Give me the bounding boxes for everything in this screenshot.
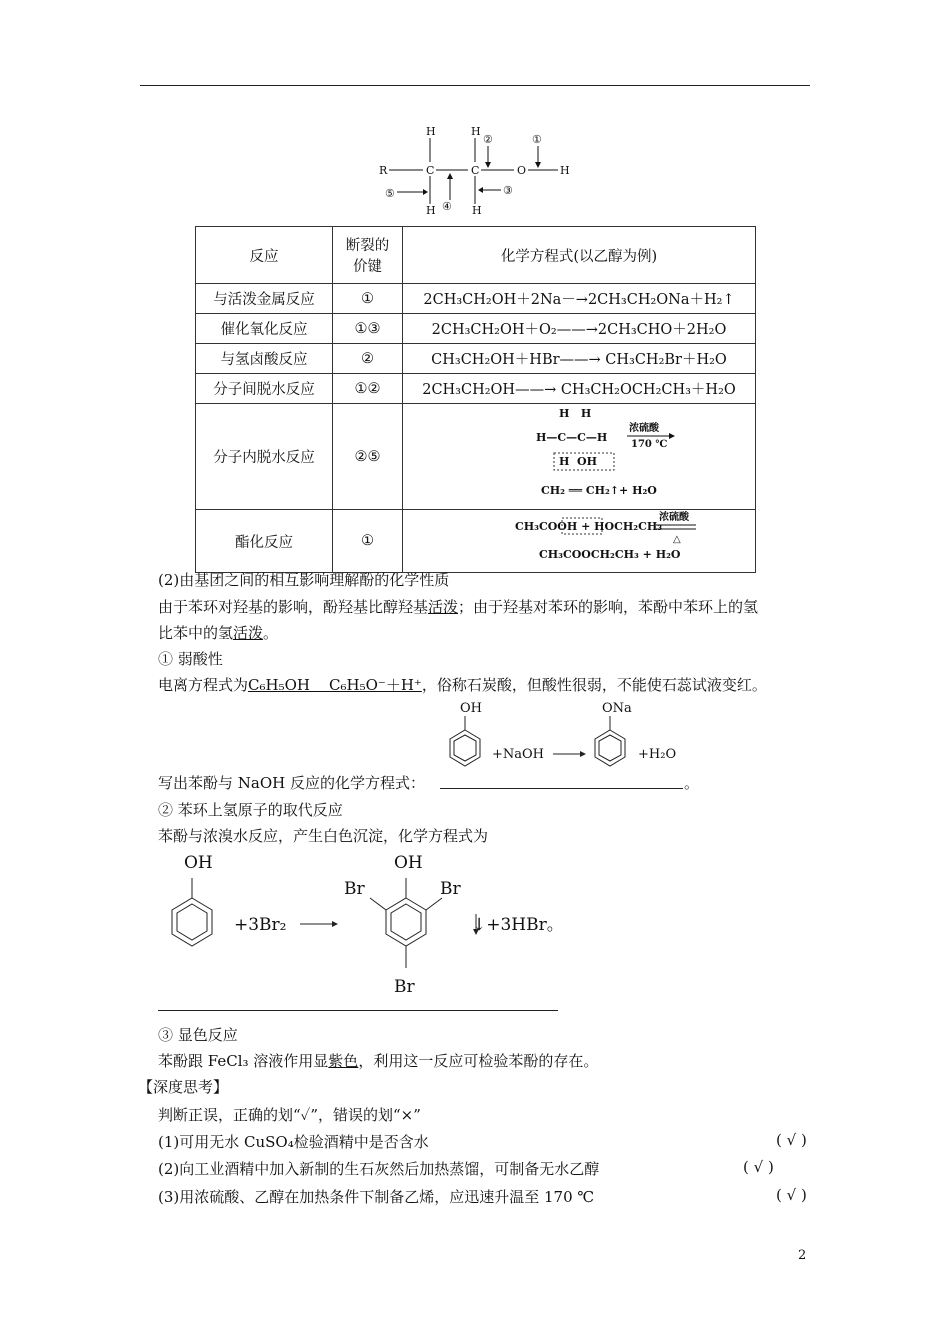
- phenol-oh-label: OH: [460, 701, 482, 716]
- atom-r: R: [379, 164, 388, 177]
- phenol-naoh-scheme: [440, 700, 690, 786]
- reaction-cell: 催化氧化反应: [196, 314, 333, 344]
- dehydration-middle: H—C—C—H: [536, 430, 608, 444]
- header-bond-line1: 断裂的: [345, 238, 390, 254]
- ester-product: CH₃COOCH₂CH₃ + H₂O: [539, 548, 681, 561]
- phenol-bromination-scheme: [150, 846, 590, 1002]
- bond-cell: ①③: [333, 314, 403, 344]
- ionization-line: [158, 674, 767, 695]
- table-row: [196, 510, 756, 573]
- naoh-reagent: +NaOH: [492, 747, 545, 762]
- mutual-influence-text-c: 比苯中的氢: [158, 624, 234, 642]
- reaction-cell: 酯化反应: [196, 510, 333, 573]
- phenoxide-ona-label: ONa: [602, 701, 632, 716]
- mutual-influence-line-2: [158, 622, 278, 643]
- ionization-text-a: 电离方程式为: [158, 676, 249, 694]
- deep-thinking-title: 【深度思考】: [138, 1078, 229, 1096]
- color-reaction-text: [158, 1050, 598, 1071]
- bromine-reagent: +3Br₂: [234, 915, 287, 935]
- question-1: (1)可用无水 CuSO₄检验酒精中是否含水: [158, 1133, 429, 1151]
- intramolecular-dehydration-scheme: [429, 405, 729, 505]
- table-row: [196, 404, 756, 510]
- equation-cell: 2CH₃CH₂OH＋2Na－→2CH₃CH₂ONa＋H₂↑: [403, 284, 756, 314]
- naoh-answer-underline: [440, 788, 683, 789]
- dehydration-product: CH₂ ══ CH₂↑+ H₂O: [541, 483, 657, 497]
- atom-c2: C: [471, 164, 480, 177]
- bromine-substituent-right: Br: [440, 879, 461, 899]
- bond-cell: ②: [333, 344, 403, 374]
- color-text-b: ，利用这一反应可检验苯酚的存在。: [358, 1052, 599, 1070]
- esterification-scheme: [429, 510, 729, 568]
- reaction-cell: 与活泼金属反应: [196, 284, 333, 314]
- ethanol-bond-diagram: [375, 122, 585, 222]
- question-3: (3)用浓硫酸、乙醇在加热条件下制备乙烯，应迅速升温至 170 ℃: [158, 1188, 595, 1206]
- header-bond-line2: 价键: [353, 259, 382, 275]
- ester-condition-bottom: △: [673, 534, 681, 545]
- dehydration-top-atoms: H H: [559, 406, 592, 420]
- bromine-substituent-left: Br: [344, 879, 365, 899]
- page-number: 2: [798, 1248, 807, 1263]
- question-2-mark: ( √ ): [743, 1158, 774, 1176]
- weak-acidity-title: ① 弱酸性: [158, 650, 223, 668]
- ester-condition-top: 浓硫酸: [659, 512, 689, 523]
- naoh-end: 。: [684, 774, 700, 792]
- atom-h-bottom-right: H: [472, 204, 482, 217]
- ionization-text-b: ，俗称石炭酸，但酸性很弱，不能使石蕊试液变红。: [421, 676, 767, 694]
- ethanol-reaction-table: [195, 226, 756, 573]
- bromine-substituent-bottom: Br: [394, 977, 415, 997]
- question-1-mark: ( √ ): [776, 1131, 807, 1149]
- header-reaction: 反应: [196, 227, 333, 284]
- atom-c1: C: [426, 164, 435, 177]
- reaction-cell: 分子间脱水反应: [196, 374, 333, 404]
- section-2-title: (2)由基团之间的相互影响理解酚的化学性质: [158, 571, 450, 589]
- bromine-intro: 苯酚与浓溴水反应，产生白色沉淀，化学方程式为: [158, 827, 489, 845]
- header-bond: [333, 227, 403, 284]
- question-3-mark: ( √ ): [776, 1186, 807, 1204]
- bromine-answer-underline: [158, 1010, 558, 1011]
- equation-cell-dehydration: [403, 404, 756, 510]
- marker-5: ⑤: [385, 187, 395, 200]
- hbr-product: ↓+3HBr。: [472, 915, 564, 935]
- table-row: [196, 374, 756, 404]
- atom-h-right: H: [560, 164, 570, 177]
- ionization-equation: C₆H₅OH C₆H₅O⁻＋H⁺: [248, 676, 422, 694]
- color-reaction-title: ③ 显色反应: [158, 1026, 238, 1044]
- dehydration-condition-bottom: 170 ℃: [631, 438, 668, 450]
- header-equation: 化学方程式(以乙醇为例): [403, 227, 756, 284]
- answer-blank-active-1: 活泼: [428, 598, 459, 616]
- marker-3: ③: [503, 184, 513, 197]
- question-2: (2)向工业酒精中加入新制的生石灰然后加热蒸馏，可制备无水乙醇: [158, 1160, 600, 1178]
- substitution-title: ② 苯环上氢原子的取代反应: [158, 801, 343, 819]
- judge-instruction: 判断正误，正确的划“✓”，错误的划“×”: [158, 1106, 421, 1124]
- mutual-influence-text-b: ；由于羟基对苯环的影响，苯酚中苯环上的氢: [458, 598, 759, 616]
- equation-cell-esterification: [403, 510, 756, 573]
- dehydration-condition-top: 浓硫酸: [629, 422, 659, 434]
- equation-cell: 2CH₃CH₂OH＋O₂——→2CH₃CHO＋2H₂O: [403, 314, 756, 344]
- bond-cell: ①②: [333, 374, 403, 404]
- bond-cell: ①: [333, 510, 403, 573]
- table-row: [196, 314, 756, 344]
- water-product: +H₂O: [638, 747, 677, 762]
- header-rule: [140, 85, 810, 86]
- atom-h-bottom-left: H: [426, 204, 436, 217]
- color-text-a: 苯酚跟 FeCl₃ 溶液作用显: [158, 1052, 329, 1070]
- table-row: [196, 284, 756, 314]
- marker-4: ④: [442, 200, 452, 213]
- equation-cell: CH₃CH₂OH＋HBr——→ CH₃CH₂Br＋H₂O: [403, 344, 756, 374]
- equation-cell: 2CH₃CH₂OH——→ CH₃CH₂OCH₂CH₃＋H₂O: [403, 374, 756, 404]
- mutual-influence-text-a: 由于苯环对羟基的影响，酚羟基比醇羟基: [158, 598, 429, 616]
- marker-2: ②: [483, 133, 493, 146]
- atom-h-top-right: H: [471, 125, 481, 138]
- mutual-influence-line-1: [158, 596, 758, 617]
- answer-blank-active-2: 活泼: [233, 624, 264, 642]
- reaction-cell: 分子内脱水反应: [196, 404, 333, 510]
- ester-reactants: CH₃COOH + HOCH₂CH₃: [515, 520, 663, 533]
- naoh-question: 写出苯酚与 NaOH 反应的化学方程式：: [158, 774, 425, 792]
- table-header-row: [196, 227, 756, 284]
- tribromophenol-oh-label: OH: [394, 853, 423, 873]
- dehydration-bottom: H OH: [559, 454, 598, 468]
- phenol-oh-label-left: OH: [184, 853, 213, 873]
- bond-cell: ②⑤: [333, 404, 403, 510]
- bond-cell: ①: [333, 284, 403, 314]
- atom-o: O: [517, 164, 527, 177]
- mutual-influence-text-d: 。: [263, 624, 279, 642]
- reaction-cell: 与氢卤酸反应: [196, 344, 333, 374]
- answer-blank-purple: 紫色: [328, 1052, 359, 1070]
- atom-h-top-left: H: [426, 125, 436, 138]
- marker-1: ①: [532, 133, 542, 146]
- table-row: [196, 344, 756, 374]
